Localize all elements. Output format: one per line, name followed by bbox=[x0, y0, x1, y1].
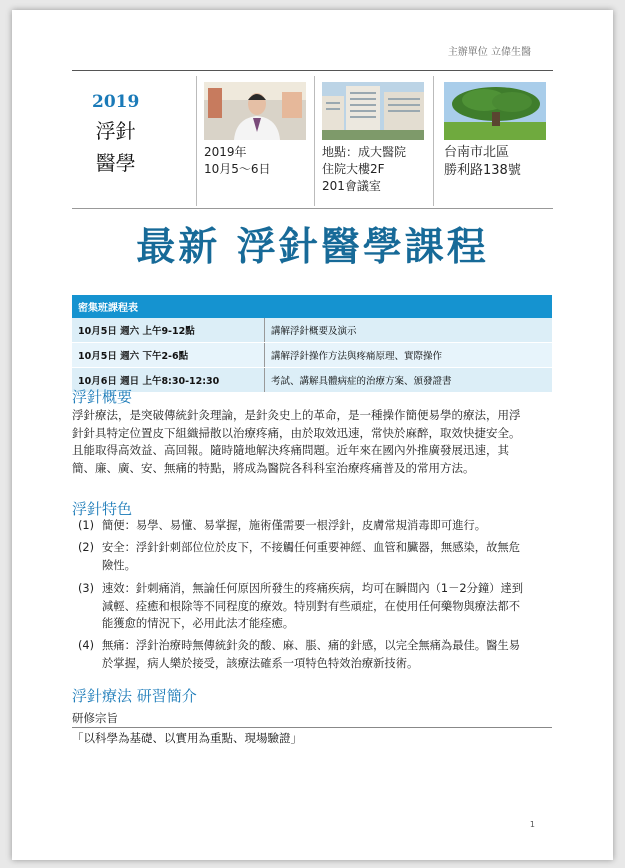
feature-number: (1) bbox=[78, 519, 95, 532]
event-address bbox=[444, 144, 546, 180]
table-row bbox=[72, 318, 552, 343]
schedule-date: 10月6日 週日 上午8:30-12:30 bbox=[72, 368, 265, 393]
venue-room: 201會議室 bbox=[322, 179, 381, 193]
feature-item bbox=[78, 517, 552, 535]
paragraph-line: 針針具特定位置皮下組織掃散以治療疼痛，由於取效迅速，常快於麻醉，取效快捷安全。 bbox=[72, 425, 521, 440]
feature-number: (3) bbox=[78, 582, 95, 595]
paragraph-line: 浮針療法，是突破傳統針灸理論，是針灸史上的革命，是一種操作簡便易學的療法，用浮 bbox=[72, 408, 521, 422]
feature-item bbox=[78, 637, 552, 672]
schedule-date: 10月5日 週六 上午9-12點 bbox=[72, 318, 265, 343]
table-row bbox=[72, 343, 552, 368]
paragraph-line: 且能取得高效益、高回報。隨時隨地解決疼痛問題。近年來在國內外推廣發展迅速，其 bbox=[72, 443, 509, 457]
brand-year: 2019 bbox=[92, 92, 140, 112]
feature-text-cont: 能獲愈的情況下，必用此法才能痊癒。 bbox=[102, 617, 295, 630]
venue-name: 地點：成大醫院 bbox=[322, 145, 407, 159]
schedule-table bbox=[72, 295, 552, 393]
column-divider bbox=[196, 76, 197, 206]
feature-text: 安全：浮針針刺部位位於皮下，不接觸任何重要神經、血管和臟器，無感染，故無危 bbox=[102, 541, 520, 554]
course-brand bbox=[92, 92, 139, 176]
address-column bbox=[444, 82, 546, 180]
date-days: 10月5～6日 bbox=[204, 162, 271, 176]
doctor-photo bbox=[204, 82, 306, 140]
venue-building: 住院大樓2F bbox=[322, 162, 385, 176]
schedule-desc: 講解浮針概要及演示 bbox=[265, 318, 553, 343]
schedule-header: 密集班課程表 bbox=[72, 295, 552, 318]
overview-paragraph bbox=[72, 407, 552, 477]
training-title: 浮針療法 研習簡介 bbox=[72, 687, 197, 705]
feature-number: (4) bbox=[78, 639, 95, 652]
training-sub-label: 研修宗旨 bbox=[72, 711, 118, 725]
column-divider bbox=[433, 76, 434, 206]
column-divider bbox=[314, 76, 315, 206]
schedule-date: 10月5日 週六 下午2-6點 bbox=[72, 343, 265, 368]
feature-item bbox=[78, 539, 552, 574]
address-road: 勝利路138號 bbox=[444, 163, 521, 178]
date-year: 2019年 bbox=[204, 145, 247, 159]
feature-text: 速效：針刺痛消，無論任何原因所發生的疼痛疾病，均可在瞬間內（1－2分鐘）達到 bbox=[102, 582, 524, 595]
brand-line-2: 醫學 bbox=[95, 151, 136, 175]
training-motto: 「以科學為基礎、以實用為重點、現場驗證」 bbox=[72, 731, 302, 745]
organizer-label: 主辦單位 立偉生醫 bbox=[447, 47, 531, 58]
table-row bbox=[72, 368, 552, 393]
schedule-desc: 講解浮針操作方法與疼痛原理、實際操作 bbox=[265, 343, 553, 368]
feature-text-cont: 於掌握，病人樂於接受，該療法確系一項特色特效治療新技術。 bbox=[102, 656, 419, 670]
paragraph-line: 簡、廉、廣、安、無痛的特點，將成為醫院各科科室治療疼痛普及的常用方法。 bbox=[72, 460, 475, 475]
header-bottom-rule bbox=[72, 208, 553, 209]
hospital-photo bbox=[322, 82, 424, 140]
header-top-rule bbox=[72, 70, 553, 71]
document-page bbox=[12, 10, 613, 860]
feature-number: (2) bbox=[78, 541, 95, 554]
brand-line-1: 浮針 bbox=[95, 119, 136, 143]
tree-photo bbox=[444, 82, 546, 140]
feature-text: 無痛：浮針治療時無傳統針灸的酸、麻、脹、痛的針感，以完全無痛為最佳。醫生易 bbox=[102, 639, 520, 652]
main-title: 最新 浮針醫學課程 bbox=[136, 225, 489, 270]
feature-text-cont: 險性。 bbox=[102, 558, 136, 572]
overview-title: 浮針概要 bbox=[72, 388, 133, 406]
feature-text-cont: 減輕、痊癒和根除等不同程度的療效。特別對有些頑症，在使用任何藥物與療法都不 bbox=[102, 599, 520, 613]
page-number: 1 bbox=[529, 820, 535, 829]
venue-column bbox=[322, 82, 424, 195]
schedule-desc: 考試、講解具體病症的治療方案、頒發證書 bbox=[265, 368, 553, 393]
event-venue bbox=[322, 144, 424, 195]
feature-text: 簡便：易學、易懂、易掌握，施術僅需要一根浮針，皮膚常規消毒即可進行。 bbox=[102, 519, 487, 532]
features-title: 浮針特色 bbox=[72, 500, 133, 518]
event-date bbox=[204, 144, 306, 178]
date-column bbox=[204, 82, 306, 178]
feature-item bbox=[78, 580, 552, 633]
address-district: 台南市北區 bbox=[444, 145, 510, 160]
training-rule bbox=[72, 727, 552, 728]
